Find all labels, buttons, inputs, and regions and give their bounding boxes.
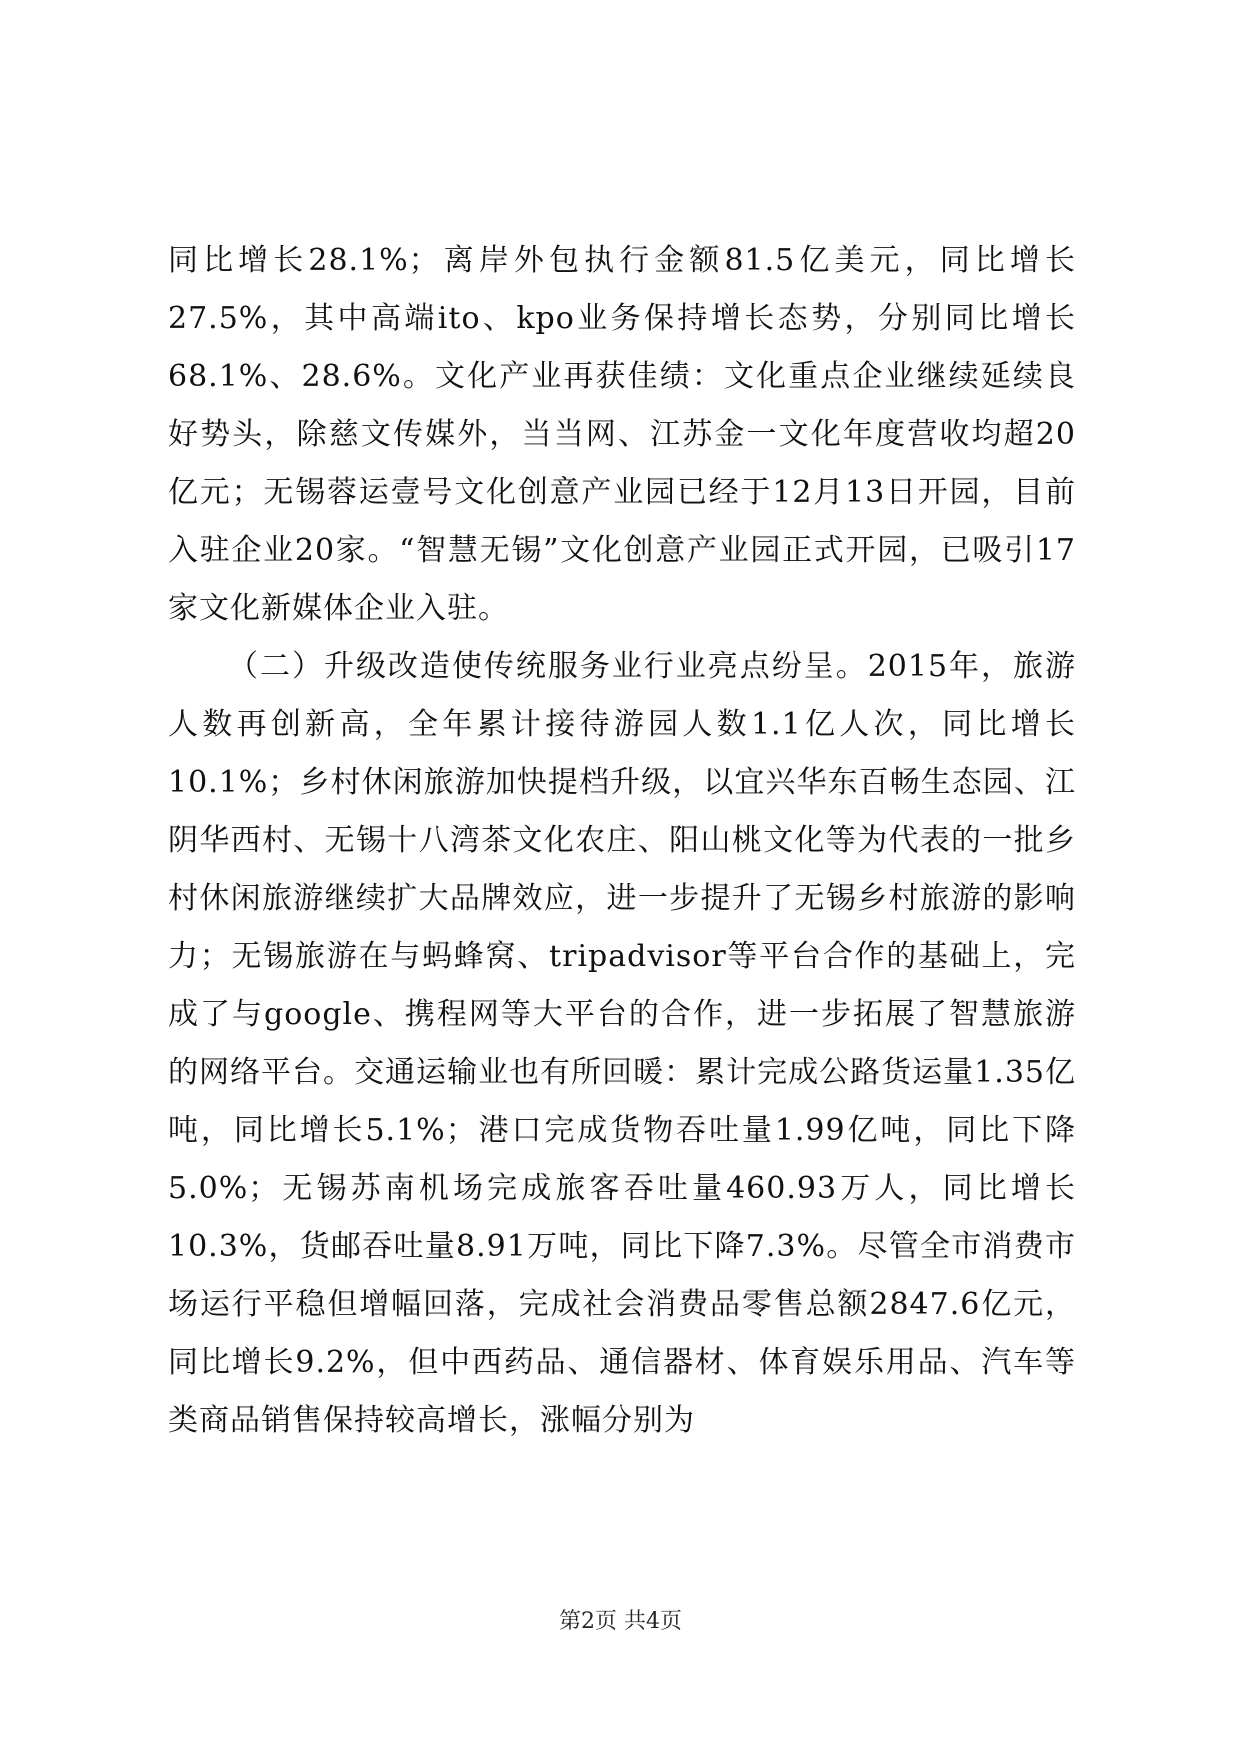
body-text	[168, 232, 1076, 1450]
paragraph-section-two: （二）升级改造使传统服务业行业亮点纷呈。2015年，旅游人数再创新高，全年累计接待游园人数1.1亿人次，同比增长10.1%；乡村休闲旅游加快提档升级，以宜兴华东百畅生态园、江阴华西村、无锡十八湾茶文化农庄、阳山桃文化等为代表的一批乡村休闲旅游继续扩大品牌效应，进一步提升了无锡乡村旅游的影响力；无锡旅游在与蚂蜂窝、tripadvisor等平台合作的基础上，完成了与google、携程网等大平台的合作，进一步拓展了智慧旅游的网络平台。交通运输业也有所回暖：累计完成公路货运量1.35亿吨，同比增长5.1%；港口完成货物吞吐量1.99亿吨，同比下降5.0%；无锡苏南机场完成旅客吞吐量460.93万人，同比增长10.3%，货邮吞吐量8.91万吨，同比下降7.3%。尽管全市消费市场运行平稳但增幅回落，完成社会消费品零售总额2847.6亿元，同比增长9.2%，但中西药品、通信器材、体育娱乐用品、汽车等类商品销售保持较高增长，涨幅分别为	[168, 649, 1076, 1438]
page-number-footer: 第2页 共4页	[559, 1609, 682, 1634]
paragraph-continued: 同比增长28.1%；离岸外包执行金额81.5亿美元，同比增长27.5%，其中高端ito、kpo业务保持增长态势，分别同比增长68.1%、28.6%。文化产业再获佳绩：文化重点企业继续延续良好势头，除慈文传媒外，当当网、江苏金一文化年度营收均超20亿元；无锡蓉运壹号文化创意产业园已经于12月13日开园，目前入驻企业20家。“智慧无锡”文化创意产业园正式开园，已吸引17家文化新媒体企业入驻。	[168, 243, 1076, 626]
